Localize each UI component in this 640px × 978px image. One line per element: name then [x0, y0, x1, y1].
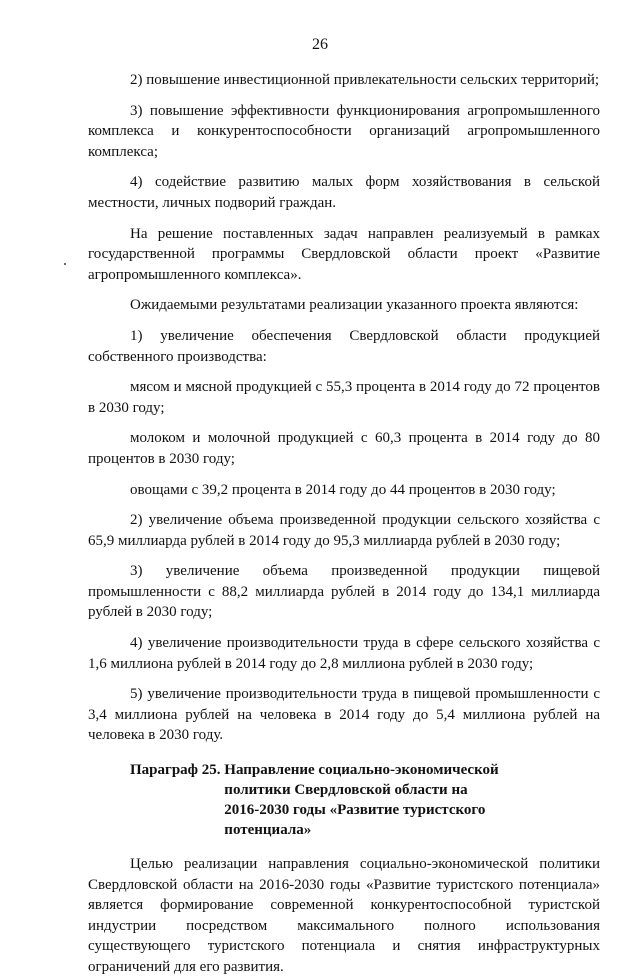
paragraph: Ожидаемыми результатами реализации указанного проекта являются:: [130, 297, 579, 314]
paragraph: 2) увеличение объема произведенной продукции сельского хозяйства с 65,9 миллиарда рублей в 2014 году до 95,3 миллиарда рублей в 2030 году;: [88, 512, 600, 549]
section-heading-line: Направление социально-экономической: [224, 762, 499, 779]
paragraph: 1) увеличение обеспечения Свердловской области продукцией собственного производства:: [88, 327, 600, 365]
paragraph: 5) увеличение производительности труда в пищевой промышленности с 3,4 миллиона рублей на человека в 2014 году до 5,4 миллиона рублей на человека в 2030 году.: [88, 686, 600, 744]
section-heading-line: потенциала»: [224, 822, 312, 839]
paragraph: 4) увеличение производительности труда в сфере сельского хозяйства с 1,6 миллиона рублей в 2014 году до 2,8 миллиона рублей в 2030 году;: [88, 635, 600, 672]
paragraph: молоком и молочной продукцией с 60,3 процента в 2014 году до 80 процентов в 2030 году;: [88, 430, 600, 467]
section-heading-number: Параграф 25.: [130, 762, 225, 779]
paragraph: Целью реализации направления социально-экономической политики Свердловской области на 2016-2030 годы «Развитие туристского потенциала» является формирование современной конкурентоспособной туристской индустрии посредством максимального полного использования существующего туристского потенциала и снятия инфраструктурных ограничений для его развития.: [88, 856, 600, 975]
paragraph: 4) содействие развитию малых форм хозяйствования в сельской местности, личных подворий граждан.: [88, 174, 600, 211]
paragraph: 3) повышение эффективности функционирования агропромышленного комплекса и конкурентоспособности организаций агропромышленного комплекса;: [88, 102, 600, 160]
section-heading: [88, 760, 600, 840]
section-heading-line: политики Свердловской области на: [224, 782, 468, 799]
section-heading-line: 2016-2030 годы «Развитие туристского: [224, 802, 486, 819]
paragraph: 3) увеличение объема произведенной продукции пищевой промышленности с 88,2 миллиарда рублей в 2014 году до 134,1 миллиарда рублей в 2030 году;: [88, 563, 600, 621]
page-number: 26: [312, 36, 328, 53]
document-body: [88, 70, 600, 978]
section-heading-title: [224, 760, 498, 840]
paragraph: На решение поставленных задач направлен реализуемый в рамках государственной программы Свердловской области проект «Развитие агропромышленного комплекса».: [88, 225, 600, 283]
scan-speck: [64, 263, 66, 265]
paragraph: мясом и мясной продукцией с 55,3 процента в 2014 году до 72 процентов в 2030 году;: [88, 379, 600, 416]
paragraph: овощами с 39,2 процента в 2014 году до 44 процентов в 2030 году;: [130, 481, 556, 498]
paragraph: 2) повышение инвестиционной привлекательности сельских территорий;: [130, 72, 600, 88]
